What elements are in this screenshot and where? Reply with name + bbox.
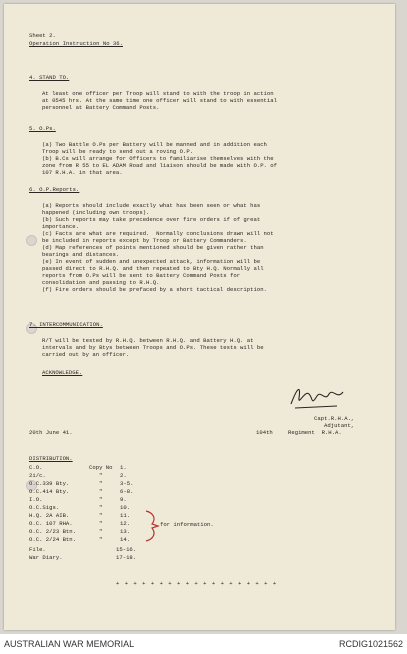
section-line: R/T will be tested by R.H.Q. between R.H.Q. and Battery H.Q. at: [42, 337, 254, 344]
distribution-note: for information.: [160, 521, 214, 528]
section-line: bearings and distances.: [42, 251, 120, 258]
ditto-mark: ": [99, 496, 103, 503]
copy-number: 6-8.: [120, 488, 134, 495]
copy-number: 10.: [120, 504, 131, 511]
section-line: reports from O.Ps will be sent to Battery Command Posts for: [42, 272, 241, 279]
distribution-name: H.Q. 2A AIB.: [29, 512, 70, 519]
copy-number: 15-16.: [116, 546, 137, 553]
ditto-mark: ": [99, 536, 103, 543]
ditto-mark: ": [99, 520, 103, 527]
section-line: (b) B.Cs will arrange for Officers to familiarise themselves with the: [42, 155, 274, 162]
regiment-number: 104th: [256, 429, 273, 436]
section-line: personnel at Battery Command Posts.: [42, 104, 160, 111]
regiment-name: Regiment R.H.A.: [288, 429, 342, 436]
signature-title: Adjutant,: [324, 422, 355, 429]
copy-number: 2.: [120, 472, 127, 479]
copy-no-label: Copy No: [89, 464, 113, 471]
archive-id: RCDIG1021562: [338, 639, 403, 649]
section-line: Troop will be ready to send out a roving O.P.: [42, 148, 194, 155]
archive-footer: [0, 634, 407, 654]
distribution-name: O.C. 2/23 Btn.: [29, 528, 76, 535]
ditto-mark: ": [99, 512, 103, 519]
section-line: (a) Two Battle O.Ps per Battery will be manned and in addition each: [42, 141, 267, 148]
section-heading: 6. O.P.Reports.: [29, 186, 80, 193]
section-line: importance.: [42, 223, 79, 230]
section-heading: 7. INTERCOMMUNICATION.: [29, 321, 103, 328]
ditto-mark: ": [99, 472, 103, 479]
copy-number: 1.: [120, 464, 127, 471]
section-line: (b) Such reports may take precedence over fire orders if of great: [42, 216, 261, 223]
section-line: (d) Map references of points mentioned should be given rather than: [42, 244, 264, 251]
ditto-mark: ": [99, 480, 103, 487]
distribution-name: File.: [29, 546, 46, 553]
copy-number: 11.: [120, 512, 131, 519]
section-line: 107 R.H.A. in that area.: [42, 169, 123, 176]
section-heading: 4. STAND TO.: [29, 74, 70, 81]
end-marker: + + + + + + + + + + + + + + + + + + +: [116, 580, 278, 587]
sheet-number: Sheet 2.: [29, 32, 56, 39]
document-page: [4, 4, 395, 630]
distribution-heading: DISTRIBUTION.: [29, 455, 73, 462]
signature-name: Capt.R.H.A.,: [314, 415, 355, 422]
signature-icon: [287, 380, 351, 414]
section-line: passed direct to R.H.Q. and then repeated to Bty H.Q. Normally all: [42, 265, 264, 272]
instruction-title: Operation Instruction No 36.: [29, 40, 123, 47]
distribution-name: O.C.414 Bty.: [29, 488, 70, 495]
section-line: intervals and by Btys between Troops and O.Ps. These tests will be: [42, 344, 264, 351]
copy-number: 9.: [120, 496, 127, 503]
distribution-name: O.C.339 Bty.: [29, 480, 70, 487]
section-line: (e) In event of sudden and unexpected attack, information will be: [42, 258, 261, 265]
section-line: be included in reports except by Troop or Battery Commanders.: [42, 237, 247, 244]
copy-number: 3-5.: [120, 480, 134, 487]
section-line: happened (including own troops).: [42, 209, 150, 216]
ditto-mark: ": [99, 488, 103, 495]
section-line: (a) Reports should include exactly what has been seen or what has: [42, 202, 261, 209]
acknowledge-label: ACKNOWLEDGE.: [42, 369, 83, 376]
distribution-name: C.O.: [29, 464, 43, 471]
copy-number: 13.: [120, 528, 131, 535]
section-heading: 5. O.Ps.: [29, 125, 56, 132]
distribution-name: O.C.Sigs.: [29, 504, 60, 511]
section-line: carried out by an officer.: [42, 351, 130, 358]
archive-name: AUSTRALIAN WAR MEMORIAL: [4, 639, 135, 649]
punch-hole: [26, 235, 37, 246]
document-date: 20th June 41.: [29, 429, 73, 436]
section-line: At least one officer per Troop will stand to with the troop in action: [42, 90, 274, 97]
copy-number: 14.: [120, 536, 131, 543]
distribution-name: I.O.: [29, 496, 43, 503]
copy-number: 17-18.: [116, 554, 137, 561]
distribution-name: War Diary.: [29, 554, 63, 561]
section-line: (c) Facts are what are required. Normally conclusions drawn will not: [42, 230, 274, 237]
section-line: (f) Fire orders should be prefaced by a short tactical description.: [42, 286, 267, 293]
distribution-name: O.C. 107 RHA.: [29, 520, 73, 527]
copy-number: 12.: [120, 520, 131, 527]
ditto-mark: ": [99, 528, 103, 535]
section-line: at 0545 hrs. At the same time one officer will stand to with essential: [42, 97, 277, 104]
section-line: consolidation and passing to R.H.Q.: [42, 279, 160, 286]
distribution-name: O.C. 2/24 Btn.: [29, 536, 76, 543]
distribution-name: 2i/c.: [29, 472, 46, 479]
section-line: zone from R 55 to EL ADAM Road and liaison should be made with O.P. of: [42, 162, 277, 169]
ditto-mark: ": [99, 504, 103, 511]
